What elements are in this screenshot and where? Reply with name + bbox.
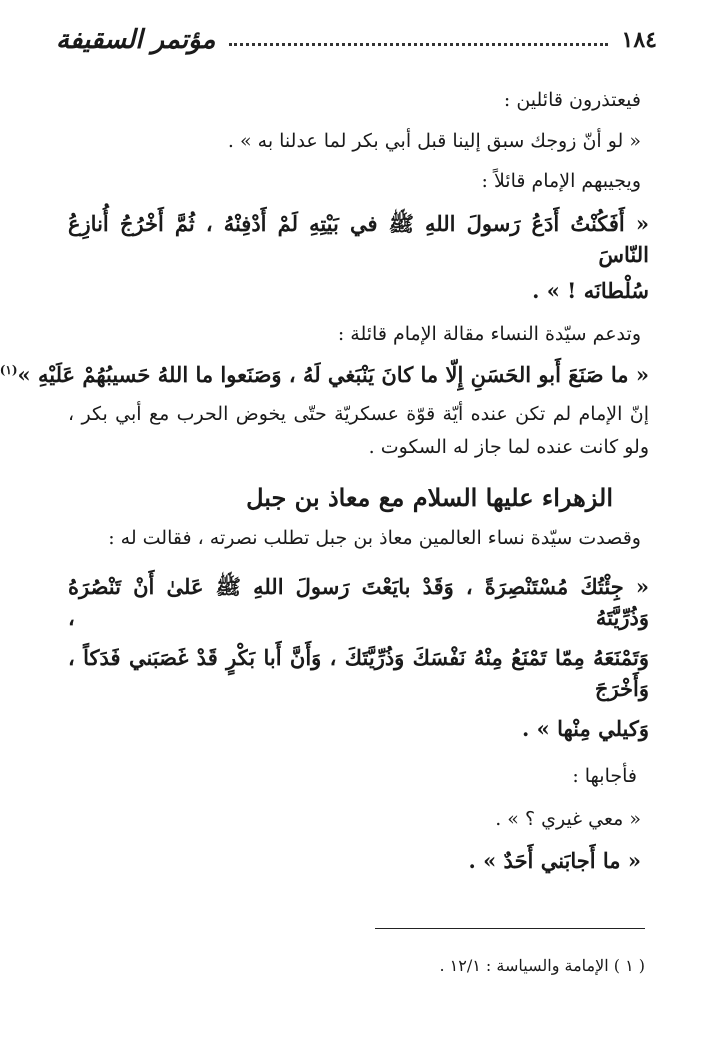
footnote-reference: (١): [0, 362, 18, 377]
dotted-leader: [229, 43, 607, 46]
quote-line: « أَفَكُنْتُ أَدَعُ رَسولَ اللهِ ﷺ في بَيْتِهِ لَمْ أَدْفِنْهُ ، ثُمَّ أَخْرُجُ أُنازِعُ النّاسَ: [68, 210, 649, 267]
quote-text: « ما صَنَعَ أَبو الحَسَنِ إِلّا ما كانَ يَنْبَغي لَهُ ، وَصَنَعوا ما اللهُ حَسيبُهُمْ عَلَيْهِ »: [17, 361, 649, 387]
quote-line: وَتَمْنَعَهُ مِمّا تَمْنَعُ مِنْهُ نَفْسَكَ وَذُرِّيَّتَكَ ، وَأَنَّ أَبا بَكْرٍ قَدْ غَصَبَني فَدَكاً ، وَأَخْرَجَ: [68, 644, 649, 701]
footnote-divider: [375, 928, 645, 929]
book-title: مؤتمر السقيفة: [56, 25, 216, 55]
page-number: ١٨٤: [621, 27, 657, 53]
paragraph: فيعتذرون قائلين :: [503, 89, 641, 111]
quote-line: سُلْطانَه ! » .: [532, 277, 649, 303]
footnote: ( ١ ) الإمامة والسياسة : ١٢/١ .: [439, 956, 645, 975]
paragraph: « معي غيري ؟ » .: [495, 807, 641, 830]
paragraph: « لو أنّ زوجك سبق إلينا قبل أبي بكر لما عدلنا به » .: [227, 129, 641, 152]
quote-line: « جِئْتُكَ مُسْتَنْصِرَةً ، وَقَدْ بايَعْتَ رَسولَ اللهِ ﷺ عَلىٰ أَنْ تَنْصُرَهُ وَذُرِّيَّتَهُ ،: [68, 573, 649, 630]
page-header: [56, 20, 657, 60]
paragraph: فأجابها :: [572, 765, 637, 787]
paragraph: وتدعم سيّدة النساء مقالة الإمام قائلة :: [337, 323, 641, 345]
paragraph: ويجيبهم الإمام قائلاً :: [481, 170, 641, 192]
page-body: [0, 80, 649, 877]
quote-line: [0, 359, 649, 391]
quote-line: وَكيلي مِنْها » .: [522, 715, 649, 741]
quote-line: « ما أَجابَني أَحَدٌ » .: [468, 848, 641, 873]
section-heading: الزهراء عليها السلام مع معاذ بن جبل: [246, 483, 613, 512]
paragraph: إنّ الإمام لم تكن عنده أيّة قوّة عسكريّة حتّى يخوض الحرب مع أبي بكر ،: [68, 403, 649, 425]
paragraph: وقصدت سيّدة نساء العالمين معاذ بن جبل تطلب نصرته ، فقالت له :: [108, 527, 641, 549]
paragraph: ولو كانت عنده لما جاز له السكوت .: [368, 435, 649, 458]
